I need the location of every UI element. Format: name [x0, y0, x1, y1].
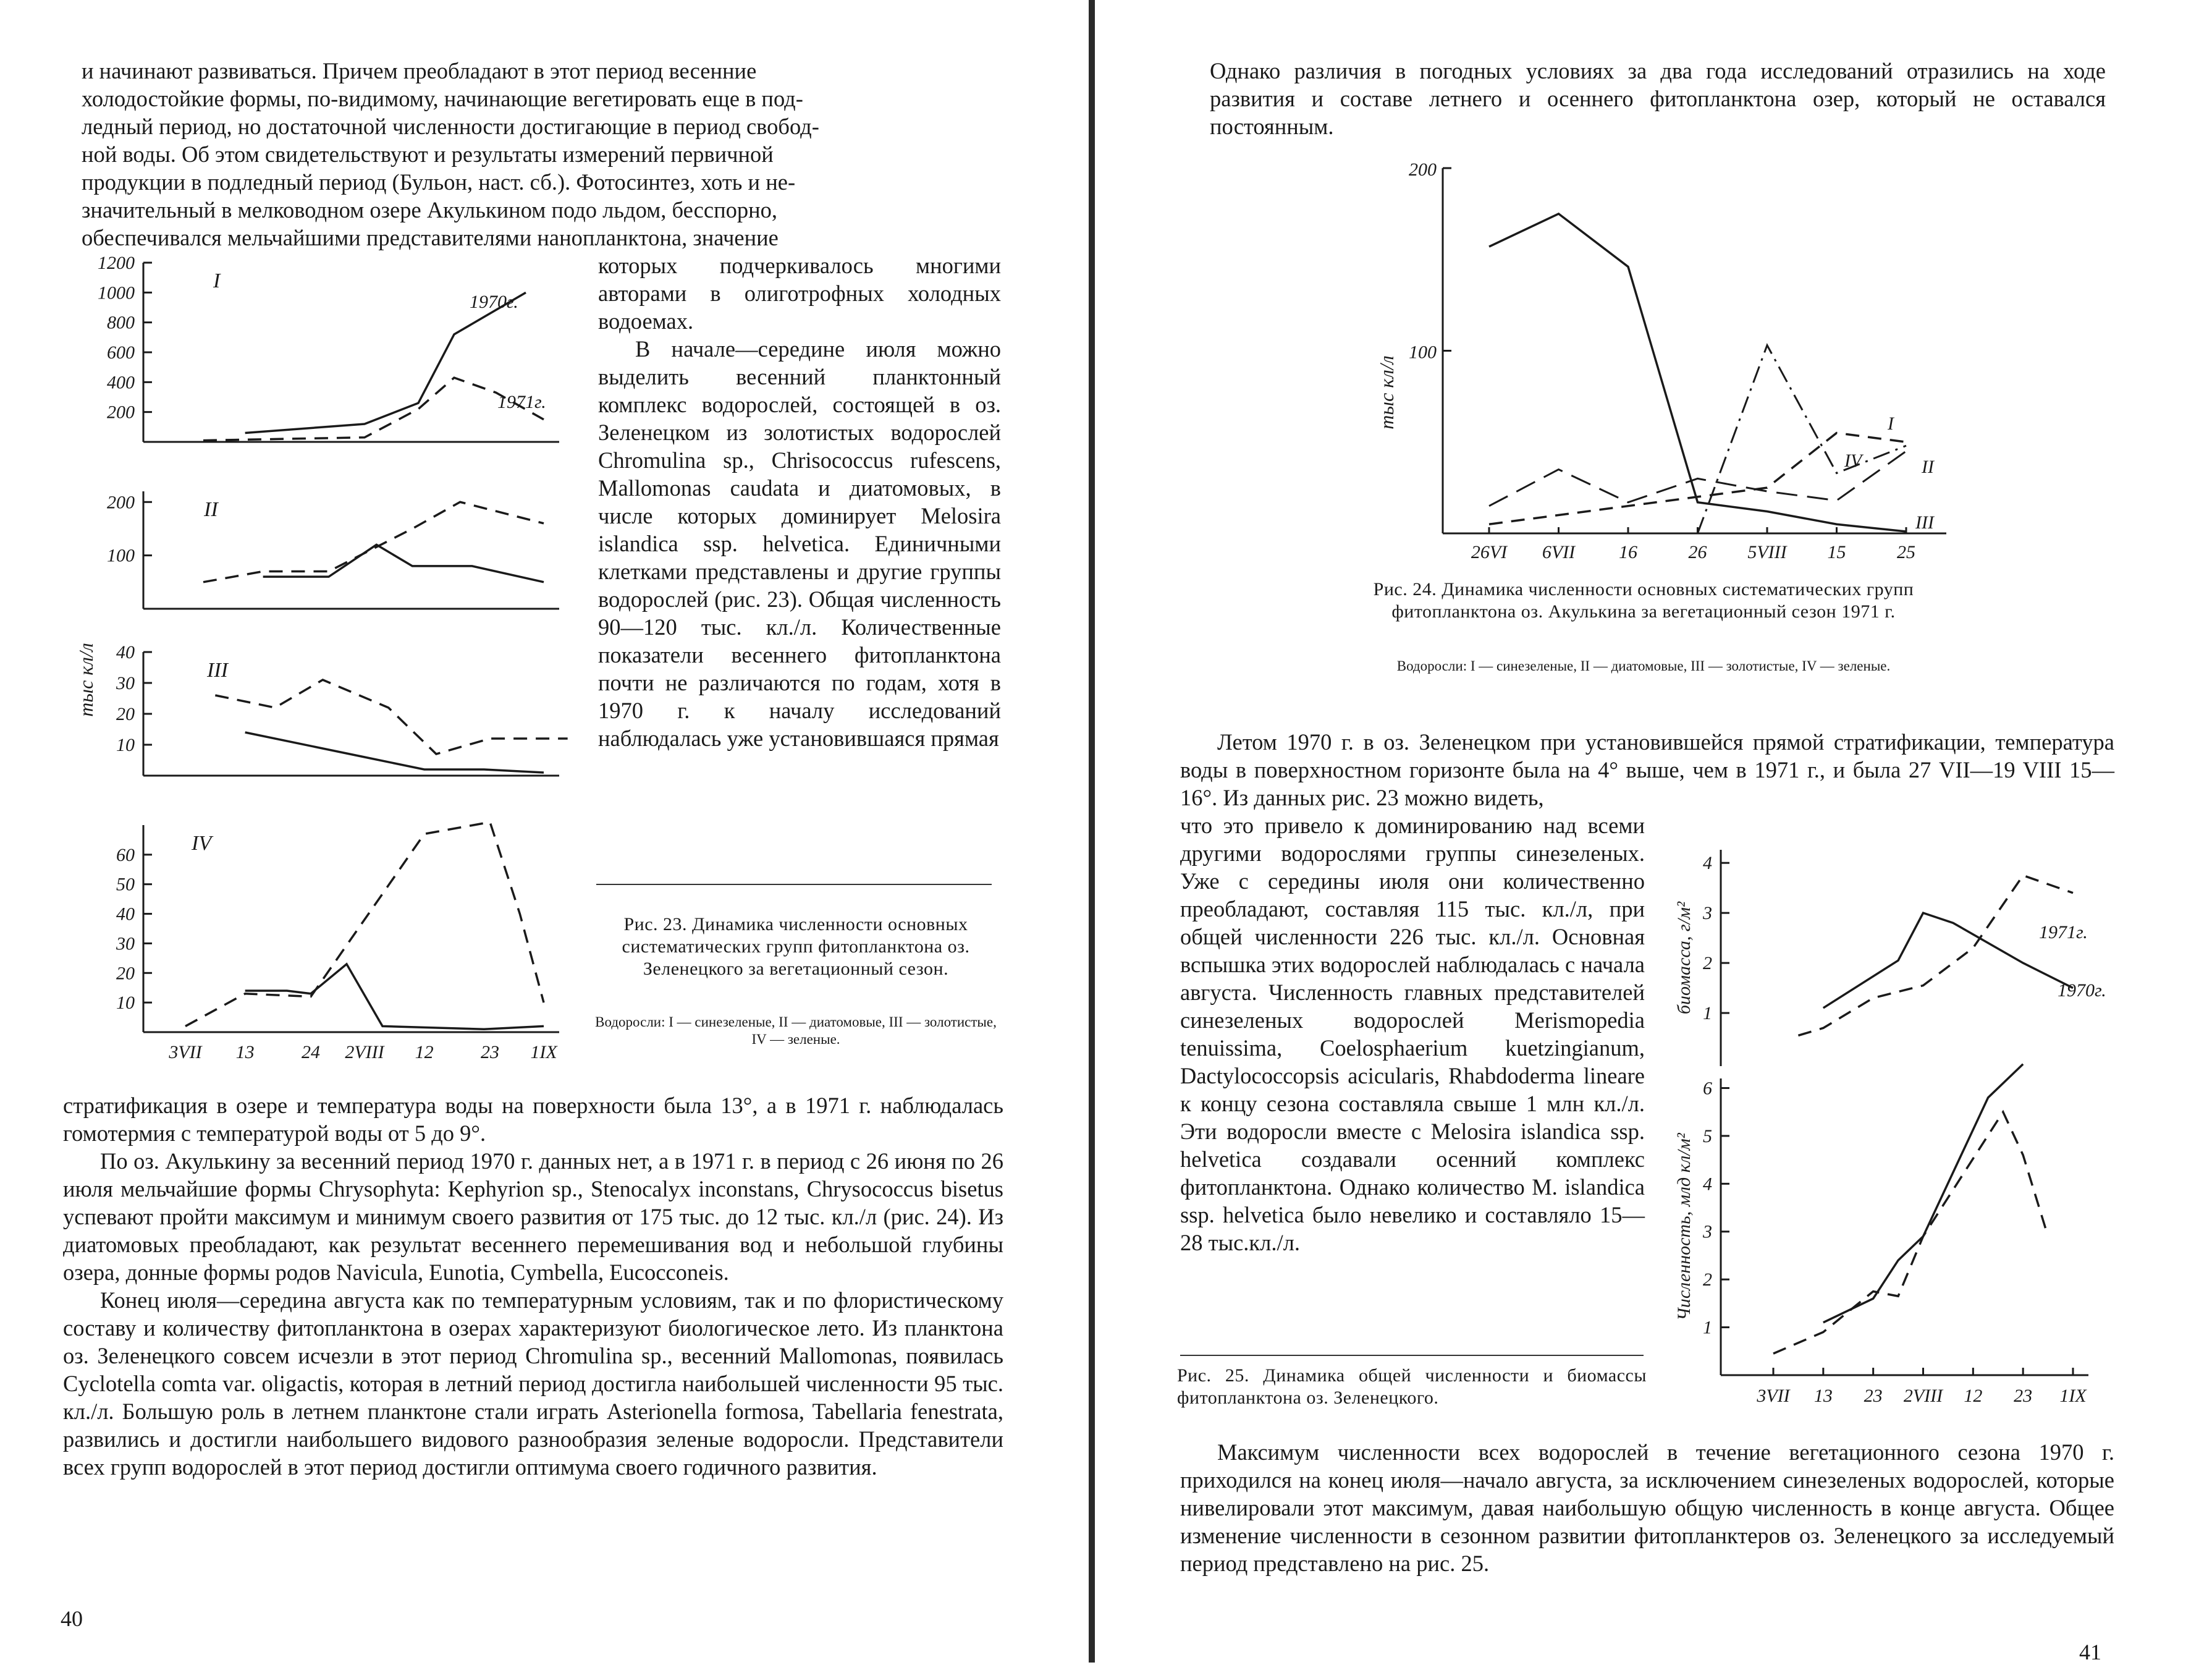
fig23-panel-IV-ytick-label: 30 — [116, 933, 135, 954]
left-top-line-4: ной воды. Об этом свидетельствуют и результаты измерений первичной — [82, 142, 774, 167]
fig23-label-1970: 1970г. — [470, 292, 518, 312]
fig25-panel-2-ytick-label: 3 — [1703, 1221, 1712, 1242]
fig25-panel-2-ytick-label: 5 — [1703, 1125, 1712, 1146]
left-col-paragraph-2: В начале—середине июля можно выделить весенний планктонный комплекс водорослей, состоящей в оз. Зеленецком из золотистых водорослей Chromulina sp., Chrisococcus rufescens, Mallomonas caudata и диатомовых, в числе которых доминирует Melosira islandica ssp. helvetica. Единичными клетками представлены и другие группы водорослей (рис. 23). Общая численность 90—120 тыс. кл./л. Количественные показатели весеннего фитопланктона почти не различаются по годам, хотя в 1970 г. к началу исследований наблюдалась уже установившаяся прямая — [598, 336, 1001, 751]
fig23-xtick-label: 1IX — [530, 1042, 557, 1062]
fig23-panel-label-II: II — [204, 498, 218, 521]
right-top-paragraph: Однако различия в погодных условиях за два года исследований отразились на ходе развития и составе летнего и осеннего фитопланктона озер, который не оставался постоянным. — [1210, 58, 2106, 139]
right-final-paragraph: Максимум численности всех водорослей в течение вегетационного сезона 1970 г. приходился на конец июля—начало августа, за исключением синезеленых водорослей, которые нивелировали этот максимум, давая наибольшую общую численность в конце августа. Общее изменение численности в сезонном развитии фитопланктеров оз. Зеленецкого за исследуемый период представлено на рис. 25. — [1180, 1439, 2114, 1576]
fig25-panel-2-ytick-label: 1 — [1703, 1317, 1712, 1338]
fig25-panel-2-ytick-label: 6 — [1703, 1078, 1712, 1099]
fig23-xtick-label: 12 — [415, 1042, 434, 1062]
fig23-panel-III-ytick-label: 10 — [116, 735, 135, 755]
fig23-panel-I-series-1970г. — [245, 292, 526, 433]
fig25-xtick-label: 23 — [1864, 1386, 1883, 1406]
fig23-xtick-label: 3VII — [169, 1042, 202, 1062]
left-top-line-6: значительный в мелководном озере Акулькином подо льдом, бесспорно, — [82, 197, 778, 222]
fig23-panel-IV-ytick-label: 10 — [116, 993, 135, 1014]
fig24-series-IV — [1698, 345, 1907, 533]
fig24-label-IV: IV — [1844, 451, 1862, 471]
fig25-xtick-label: 23 — [2014, 1386, 2033, 1406]
fig23-panel-label-IV: IV — [192, 832, 212, 855]
fig23-panel-II-ytick-label: 100 — [107, 545, 135, 566]
fig23-label-1971: 1971г. — [497, 392, 546, 412]
fig25-panel-2-series-1971 — [1773, 1112, 2048, 1354]
left-top-line-5: продукции в подледный период (Бульон, наст. сб.). Фотосинтез, хоть и не- — [82, 169, 796, 195]
left-bottom-paragraph-3: Конец июля—середина августа как по температурным условиям, так и по флористическому составу и количеству фитопланктона в озерах характеризуют биологическое лето. Из планктона оз. Зеленецкого совсем исчезли в этот период Chromulina sp., весенний Mallomonas, появилась Cyclotella comta var. oligactis, которая в летний период достигла наибольшей численности 95 тыс. кл./л. Большую роль в летнем планктоне стали играть Asterionella formosa, Tabellaria fenestrata, развились и достигли наибольшего видового разнообразия зеленые водоросли. Представители всех групп водорослей в этот период достигли оптимума своего годичного развития. — [63, 1287, 1003, 1480]
fig23-panel-label-III: III — [207, 659, 228, 682]
fig24-label-II: II — [1922, 457, 1934, 477]
right-summer-paragraph-full: Летом 1970 г. в оз. Зеленецком при установившейся прямой стратификации, температура воды в поверхностном горизонте была на 4° выше, чем в 1971 г., и была 27 VII—19 VIII 15—16°. Из данных рис. 23 можно видеть, — [1180, 729, 2114, 810]
fig23-panel-III-ytick-label: 40 — [116, 642, 135, 663]
fig23-xtick-label: 13 — [235, 1042, 255, 1062]
left-bottom-paragraph-1: стратификация в озере и температура воды на поверхности была 13°, а в 1971 г. наблюдалась гомотермия с температурой воды от 5 до 9°. — [63, 1093, 1003, 1146]
fig23-panel-III-series-1971 — [215, 680, 567, 754]
fig24-label-III: III — [1915, 512, 1934, 533]
fig23-panel-IV-ytick-label: 60 — [116, 844, 135, 865]
fig23-panel-IV-ytick-label: 50 — [116, 874, 135, 895]
left-top-line-1: и начинают развиваться. Причем преобладают в этот период весенние — [82, 58, 757, 83]
fig24-ylabel: тыс кл/л — [1375, 355, 1398, 430]
fig25-xtick-label: 12 — [1964, 1386, 1983, 1406]
fig23-panel-IV-ytick-label: 40 — [116, 904, 135, 925]
fig24-xtick-label: 26VI — [1471, 542, 1508, 562]
left-top-line-3: ледный период, но достаточной численности достигающие в период свобод- — [82, 114, 819, 139]
fig25-caption: Рис. 25. Динамика общей численности и биомассы фитопланктона оз. Зеленецкого. — [1177, 1365, 1647, 1408]
fig23-ylabel: тыс кл/л — [75, 643, 97, 717]
fig24-series-III — [1489, 214, 1906, 532]
fig25-panel-1-ylabel: биомасса, г/м² — [1674, 901, 1694, 1015]
fig25-label-1970: 1970г. — [2058, 980, 2106, 1001]
fig25-panel-1-ytick-label: 3 — [1703, 903, 1712, 924]
fig25-panel-2-ytick-label: 2 — [1703, 1269, 1712, 1290]
fig23-panel-II-ytick-label: 200 — [107, 492, 135, 513]
fig23-panel-I-ytick-label: 800 — [107, 312, 135, 333]
fig23-caption: Рис. 23. Динамика численности основных систематических групп фитопланктона оз. Зеленецкого за вегетационный сезон. — [622, 914, 970, 979]
fig23-xtick-label: 2VIII — [345, 1042, 384, 1062]
fig25-xtick-label: 3VII — [1757, 1386, 1790, 1406]
left-top-line-7: обеспечивался мельчайшими представителями нанопланктона, значение — [82, 225, 779, 250]
fig23-panel-I-ytick-label: 400 — [107, 372, 135, 393]
left-top-line-2: холодостойкие формы, по-видимому, начинающие вегетировать еще в под- — [82, 86, 803, 111]
fig25-panel-1-ytick-label: 4 — [1703, 853, 1712, 874]
fig24-xtick-label: 25 — [1897, 542, 1915, 562]
fig24-xtick-label: 26 — [1688, 542, 1707, 562]
fig24-ytick-label: 100 — [1409, 342, 1437, 363]
fig23-panel-I-ytick-label: 200 — [107, 402, 135, 423]
fig24-xtick-label: 5VIII — [1747, 542, 1787, 562]
fig23-xtick-label: 24 — [302, 1042, 320, 1062]
fig23-xtick-label: 23 — [481, 1042, 499, 1062]
left-page-number: 40 — [61, 1606, 83, 1631]
fig23-panel-label-I: I — [213, 269, 221, 292]
fig23-panel-I-series-1971г. — [203, 378, 544, 441]
fig24-xtick-label: 15 — [1827, 542, 1846, 562]
fig25-panel-2-ylabel: Численность, млд кл/м² — [1674, 1133, 1694, 1321]
fig25-xtick-label: 2VIII — [1903, 1386, 1943, 1406]
fig25-panel-1-series-1970г. — [1823, 913, 2073, 1008]
fig25-panel-2-series-1970 — [1823, 1064, 2023, 1323]
fig25-panel-2-ytick-label: 4 — [1703, 1174, 1712, 1195]
fig23-panel-III-ytick-label: 20 — [116, 704, 135, 724]
right-summer-paragraph-col: что это привело к доминированию над всеми другими водорослями группы синезеленых. Уже с середины июля они количественно преобладают, составляя 115 тыс. кл./л, при общей численности 226 тыс. кл./л. Основная вспышка этих водорослей наблюдалась с начала августа. Численность главных представителей синезеленых водорослей Merismopedia tenuissima, Coelosphaerium kuetzingianum, Dactylococcopsis acicularis, Rhabdoderma lineare к концу сезона составляла свыше 1 млн кл./л. Эти водоросли вместе с Melosira islandica ssp. helvetica создавали осенний комплекс фитопланктона. Однако количество M. islandica ssp. helvetica было невелико и составляло 15—28 тыс.кл./л. — [1180, 813, 1645, 1255]
fig23-panel-II-series-1970 — [263, 544, 544, 582]
fig24-label-I: I — [1888, 413, 1894, 434]
fig24-xtick-label: 6VII — [1542, 542, 1576, 562]
fig23-panel-I-ytick-label: 1000 — [98, 282, 135, 303]
fig24-xtick-label: 16 — [1619, 542, 1637, 562]
fig25-label-1971: 1971г. — [2039, 922, 2088, 943]
left-bottom-paragraph-2: По оз. Акулькину за весенний период 1970 г. данных нет, а в 1971 г. в период с 26 июня по 26 июля мельчайшие формы Chrysophyta: Kephyrion sp., Stenocalyx inconstans, Chrysococcus bisetus успевают пройти максимум и минимум своего развития от 175 тыс. до 12 тыс. кл./л (рис. 24). Из диатомовых преобладают, как результат весеннего перемешивания вод и небольшой глубины озера, донные формы родов Navicula, Eunotia, Cymbella, Eucocconeis. — [63, 1148, 1003, 1285]
fig23-legend: Водоросли: I — синезеленые, II — диатомовые, III — золотистые, IV — зеленые. — [595, 1014, 997, 1047]
fig24-legend: Водоросли: I — синезеленые, II — диатомовые, III — золотистые, IV — зеленые. — [1396, 658, 1891, 674]
fig23-panel-IV-ytick-label: 20 — [116, 963, 135, 984]
left-col-paragraph-1: которых подчеркивалось многими авторами в олиготрофных холодных водоемах. — [598, 253, 1001, 334]
fig25-xtick-label: 13 — [1813, 1386, 1833, 1406]
fig25-panel-1-series-1971г. — [1798, 875, 2073, 1035]
fig23-panel-I-ytick-label: 1200 — [98, 253, 135, 273]
right-page-number: 41 — [2079, 1640, 2101, 1664]
fig25-panel-1-ytick-label: 2 — [1703, 953, 1712, 974]
fig24-caption: Рис. 24. Динамика численности основных систематических групп фитопланктона оз. Акулькина за вегетационный сезон 1971 г. — [1373, 579, 1914, 622]
fig24-ytick-label: 200 — [1409, 159, 1437, 180]
fig23-panel-I-ytick-label: 600 — [107, 342, 135, 363]
fig25-xtick-label: 1IX — [2059, 1386, 2087, 1406]
fig25-panel-1-ytick-label: 1 — [1703, 1003, 1712, 1024]
fig23-panel-III-ytick-label: 30 — [116, 673, 135, 693]
